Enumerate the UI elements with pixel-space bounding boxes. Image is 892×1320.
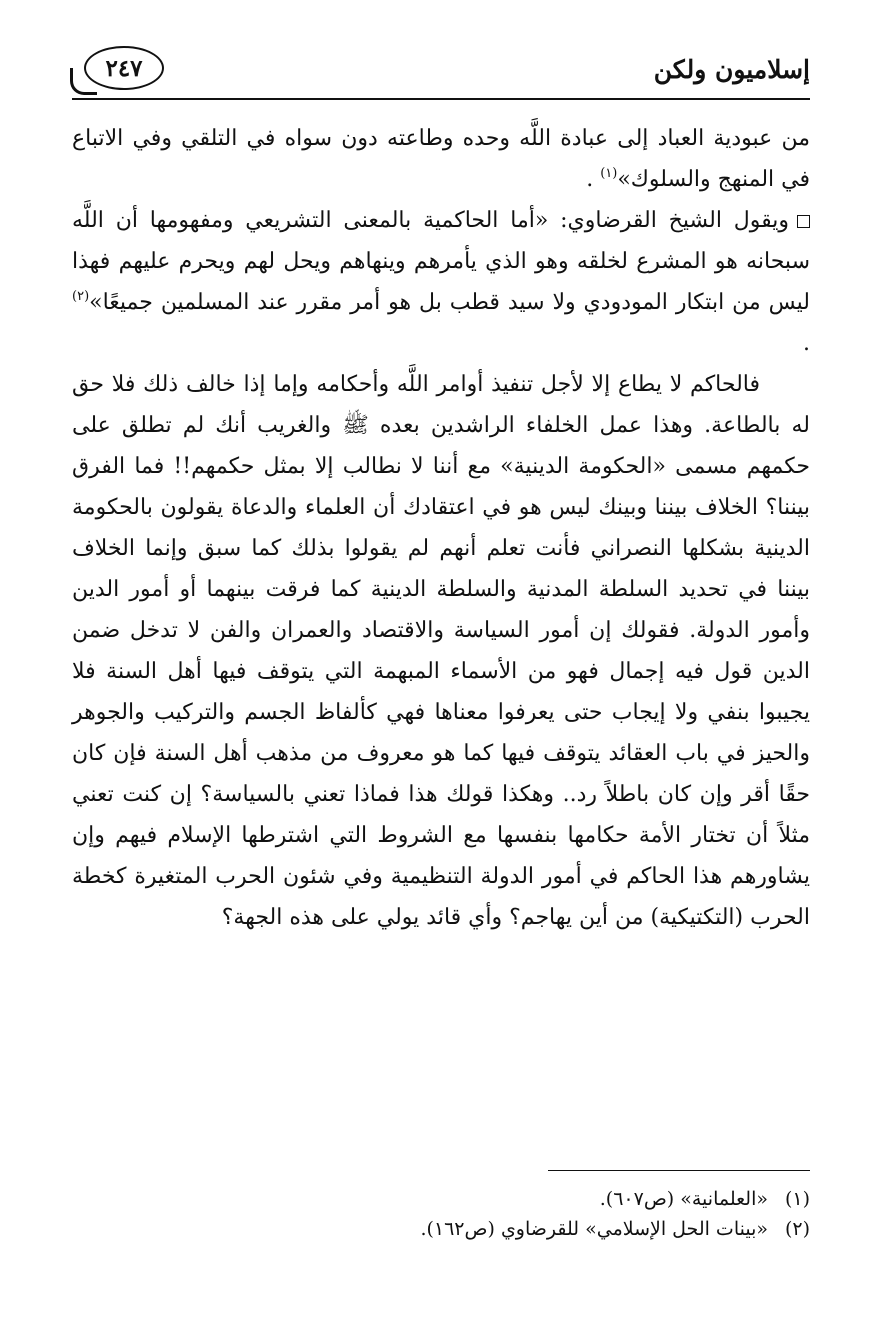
paragraph-3-text: فالحاكم لا يطاع إلا لأجل تنفيذ أوامر اللَّه وأحكامه وإما إذا خالف ذلك فلا حق له بالطاعة. وهذا عمل الخلفاء الراشدين بعده ﷺ والغريب أنك لم تطلق على حكمهم مسمى «الحكومة الدينية» مع أننا لا نطالب إلا بمثل حكمهم!! فما الفرق بيننا؟ الخلاف بيننا وبينك ليس هو في اعتقادك أن العلماء والدعاة يقولون بالحكومة الدينية بشكلها النصراني فأنت تعلم أنهم لم يقولوا بذلك كما سبق وإنما الخلاف بيننا في تحديد السلطة المدنية والسلطة الدينية كما فرقت بينهما أو أمور الدين وأمور الدولة. فقولك إن أمور السياسة والاقتصاد والعمران والفن لا تدخل ضمن الدين قول فيه إجمال فهو من الأسماء المبهمة التي يتوقف فيها أهل السنة فلا يجيبوا بنفي ولا إيجاب حتى يعرفوا معناها فهي كألفاظ الجسم والتركيب والجوهر والحيز في باب العقائد يتوقف فيها كما هو معروف من مذهب أهل السنة فإن كان حقًا أقر وإن كان باطلاً رد.. وهكذا قولك هذا فماذا تعني بالسياسة؟ إن كنت تعني مثلاً أن تختار الأمة حكامها بنفسها مع الشروط التي اشترطها الإسلام فيهم وإن يشاورهم هذا الحاكم في أمور الدولة التنظيمية وفي شئون الحرب المتغيرة كخطة الحرب (التكتيكية) من أين يهاجم؟ وأي قائد يولي على هذه الجهة؟ (72, 372, 810, 930)
ornament-icon (70, 68, 97, 95)
footnote-2-number: (٢) (784, 1218, 810, 1240)
footnotes (72, 1184, 810, 1244)
main-text (72, 118, 810, 938)
footnote-1 (72, 1184, 810, 1214)
page-number: ٢٤٧ (105, 54, 143, 82)
paragraph-1-tail: . (586, 167, 601, 192)
footnote-1-number: (١) (784, 1188, 810, 1210)
footnote-divider (548, 1170, 810, 1171)
footnote-2 (72, 1214, 810, 1244)
paragraph-2-text: ويقول الشيخ القرضاوي: «أما الحاكمية بالمعنى التشريعي ومفهومها أن اللَّه سبحانه هو المشرع لخلقه وهو الذي يأمرهم وينهاهم ويحل لهم ويحرم عليهم فهذا ليس من ابتكار المودودي ولا سيد قطب بل هو أمر مقرر عند المسلمين جميعًا» (72, 208, 810, 315)
paragraph-1-text: من عبودية العباد إلى عبادة اللَّه وحده وطاعته دون سواه في التلقي وفي الاتباع في المنهج والسلوك» (72, 126, 810, 192)
checkbox-icon (797, 215, 810, 228)
footnote-ref-1: (١) (600, 166, 618, 181)
paragraph-3 (72, 364, 810, 938)
paragraph-2 (72, 200, 810, 364)
footnote-ref-2: (٢) (72, 289, 90, 304)
page-header (72, 40, 810, 100)
paragraph-1 (72, 118, 810, 200)
footnote-1-text: «العلمانية» (ص٦٠٧). (599, 1188, 768, 1210)
footnote-2-text: «بينات الحل الإسلامي» للقرضاوي (ص١٦٢). (420, 1218, 768, 1240)
running-title: إسلاميون ولكن (653, 55, 810, 84)
paragraph-2-tail: . (803, 331, 810, 356)
